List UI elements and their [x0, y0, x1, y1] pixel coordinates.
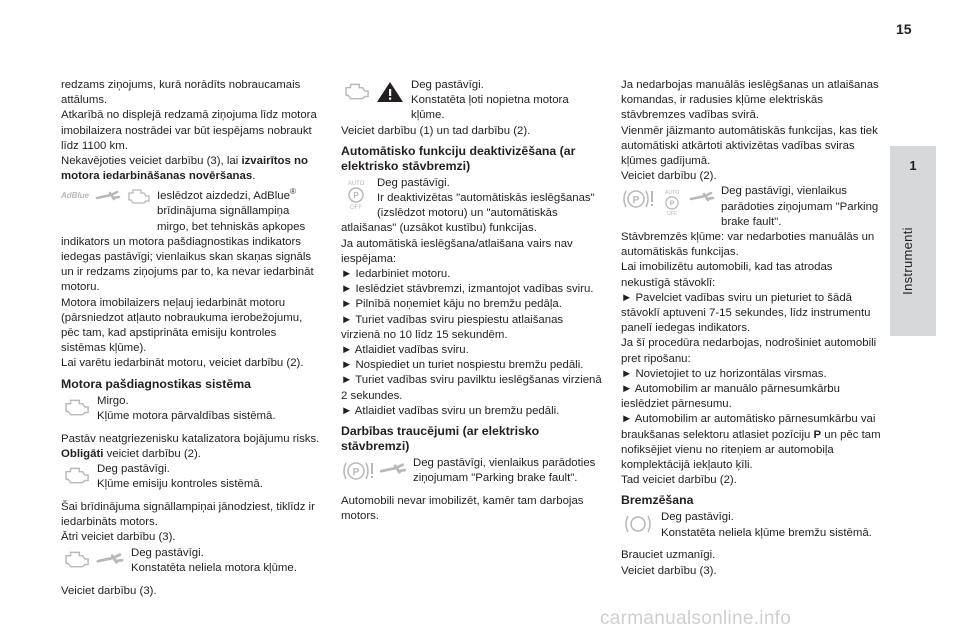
- list-item: ► Automobilim ar manuālo pārnesumkārbu ieslēdziet pārnesumu.: [621, 383, 840, 411]
- wrench-icon: [689, 186, 715, 208]
- warning-icons: [341, 176, 371, 214]
- list-item: ► Nospiediet un turiet nospiestu bremžu pedāli.: [341, 359, 584, 372]
- paragraph: Lai imobilizētu automobili, kad tas atrodas nekustīgā stāvoklī:: [621, 261, 833, 289]
- paragraph: Ātri veiciet darbību (3).: [61, 531, 176, 544]
- paragraph: Mirgo.: [97, 394, 129, 407]
- auto-off-icon: [341, 178, 371, 210]
- warning-icons: [341, 78, 405, 114]
- side-tab[interactable]: [890, 146, 936, 336]
- paragraph: Konstatēta ļoti nopietna motora kļūme.: [411, 94, 569, 122]
- paragraph: Deg pastāvīgi.: [661, 511, 734, 524]
- registered-mark: ®: [289, 187, 296, 197]
- paragraph: Automobili nevar imobilizēt, kamēr tam darbojas motors.: [341, 495, 584, 523]
- list-item: ► Turiet vadības sviru piespiestu atlaišanas virzienā no 10 līdz 15 sekundēm.: [341, 313, 564, 341]
- list-item: [621, 412, 883, 473]
- text: Ieslēdzot aizdedzi, AdBlue: [157, 190, 290, 203]
- warning-icons: [61, 394, 91, 432]
- parking-text: P: [669, 200, 675, 208]
- engine-icon: [341, 80, 371, 102]
- paragraph: Stāvbremzēs kļūme: var nedarboties manuālās un automātiskās funkcijas.: [621, 231, 875, 259]
- page-number: 15: [896, 21, 912, 37]
- engine-icon: [125, 186, 151, 206]
- watermark: carmanualsonline.info: [600, 608, 792, 629]
- paragraph: Ja nedarbojas manuālās ieslēgšanas un atlaišanas komandas, ir radusies kļūme elektriskās stāvbremzes vadības svirā.: [621, 79, 879, 122]
- auto-text: AUTO: [664, 190, 680, 197]
- column-1: [61, 78, 323, 599]
- warning-icons: [621, 510, 655, 548]
- warning-icons: [341, 456, 407, 494]
- column-3: [621, 78, 883, 579]
- paragraph: Lai varētu iedarbināt motoru, veiciet darbību (2).: [61, 357, 304, 370]
- paragraph: Ja šī procedūra nedarbojas, nodrošiniet automobili pret ripošanu:: [621, 337, 877, 365]
- paragraph: [61, 447, 323, 462]
- adblue-icon: AdBlue: [61, 191, 89, 201]
- warning-triangle-icon: [375, 80, 405, 104]
- text: un pēc tam nofiksējiet vienu no riteņiem ar automobiļa komplektācijā iekļauto ķīli.: [621, 428, 881, 472]
- list-item: ► Iedarbiniet motoru.: [341, 268, 451, 281]
- list-item: ► Atlaidiet vadības sviru.: [341, 344, 469, 357]
- list-item: ► Pavelciet vadības sviru un pieturiet to šādā stāvoklī aptuveni 7-15 sekundes, līdz instrumentu panelī iedegas indikators.: [621, 291, 871, 335]
- text: veiciet darbību (2).: [103, 447, 201, 460]
- engine-icon: [61, 548, 91, 570]
- paragraph: Deg pastāvīgi.: [411, 79, 484, 91]
- text: ► Automobilim ar automātisko pārnesumkārbu vai braukšanas selektoru atlasiet pozīciju: [621, 413, 876, 441]
- paragraph: Šai brīdinājuma signāllampiņai jānodziest, tiklīdz ir iedarbināts motors.: [61, 501, 315, 529]
- paragraph: Kļūme motora pārvaldības sistēmā.: [97, 409, 276, 422]
- paragraph: Konstatēta neliela kļūme bremžu sistēmā.: [661, 526, 872, 539]
- engine-icon: [61, 396, 91, 418]
- warning-icons: [61, 546, 125, 584]
- paragraph: Deg pastāvīgi.: [377, 176, 450, 189]
- paragraph: Konstatēta neliela motora kļūme.: [131, 561, 297, 574]
- text: Nekavējoties veiciet darbību (3), lai: [61, 155, 242, 168]
- side-tab-number: 1: [909, 158, 917, 173]
- parking-brake-fault-icon: [341, 458, 375, 484]
- off-text: OFF: [350, 204, 362, 210]
- text: .: [252, 170, 256, 183]
- list-item: ► Turiet vadības sviru pavilktu ieslēgšanas virzienā 2 sekundes.: [341, 374, 602, 402]
- paragraph: [61, 154, 323, 184]
- off-text: OFF: [666, 211, 678, 218]
- side-tab-label: Instrumenti: [900, 227, 915, 295]
- text: brīdinājuma signāllampiņa mirgo, bet tehniskās apkopes indikators un motora pašdiagnostikas indikators iedegas pastāvīgi; vienlaikus skan skaņas signāls un ir redzams ziņojums par to, ka nevar iedarbināt motoru.: [61, 205, 314, 294]
- paragraph: Brauciet uzmanīgi.: [621, 549, 716, 562]
- section-heading: Automātisko funkciju deaktivizēšana (ar elektrisko stāvbremzi): [341, 143, 576, 173]
- paragraph: Ja automātiskā ieslēgšana/atlaišana vairs nav iespējama:: [341, 237, 573, 265]
- wrench-icon: [379, 458, 407, 480]
- parking-brake-fault-icon: [621, 186, 655, 212]
- emphasis: Obligāti: [61, 447, 104, 460]
- paragraph: Deg pastāvīgi, vienlaikus parādoties ziņojumam "Parking brake fault".: [413, 457, 596, 485]
- paragraph: Veiciet darbību (3).: [621, 564, 717, 577]
- paragraph: Veiciet darbību (1) un tad darbību (2).: [341, 124, 531, 137]
- warning-icons: [61, 184, 151, 222]
- paragraph: Pastāv neatgriezenisku katalizatora bojājumu risks.: [61, 432, 320, 445]
- wrench-icon: [95, 548, 125, 570]
- list-item: ► Novietojiet to uz horizontālas virsmas.: [621, 367, 827, 380]
- brake-warning-icon: [621, 512, 655, 536]
- list-item: ► Ieslēdziet stāvbremzi, izmantojot vadības sviru.: [341, 283, 594, 296]
- section-heading: Bremzēšana: [621, 493, 694, 508]
- section-heading: Motora pašdiagnostikas sistēma: [61, 376, 251, 391]
- paragraph: Veiciet darbību (2).: [621, 170, 717, 183]
- paragraph: Vienmēr jāizmanto automātiskās funkcijas, kas tiek automātiski atkārtoti aktivizētas vadības sviras kļūmes gadījumā.: [621, 124, 878, 168]
- paragraph: Deg pastāvīgi, vienlaikus parādoties ziņojumam "Parking brake fault".: [721, 185, 879, 228]
- parking-text: P: [352, 467, 360, 479]
- auto-text: AUTO: [347, 180, 365, 187]
- warning-icons: [621, 184, 715, 222]
- list-item: ► Atlaidiet vadības sviru un bremžu pedāli.: [341, 404, 560, 417]
- wrench-icon: [95, 186, 121, 206]
- paragraph: Deg pastāvīgi.: [131, 546, 204, 559]
- warning-icons: [61, 462, 91, 500]
- paragraph: Tad veiciet darbību (2).: [621, 474, 737, 487]
- paragraph: Ir deaktivizētas "automātiskās ieslēgšanas" (izslēdzot motoru) un "automātiskās atlaišanas" (uzsākot kustību) funkcijas.: [341, 192, 595, 235]
- emphasis: izvairītos no motora iedarbināšanas novēršanas: [61, 155, 308, 183]
- parking-text: P: [632, 195, 640, 207]
- engine-icon: [61, 464, 91, 486]
- paragraph: Atkarībā no displejā redzamā ziņojuma līdz motora imobilaizera nostrādei var būt iespējams nobraukt līdz 1100 km.: [61, 109, 317, 152]
- section-heading: Darbības traucējumi (ar elektrisko stāvbremzi): [341, 424, 540, 454]
- paragraph: redzams ziņojums, kurā norādīts nobraucamais attālums.: [61, 79, 301, 107]
- parking-text: P: [353, 190, 359, 200]
- column-2: [341, 78, 603, 524]
- list-item: ► Pilnībā noņemiet kāju no bremžu pedāļa.: [341, 298, 562, 311]
- auto-off-icon: [659, 186, 685, 218]
- paragraph: Deg pastāvīgi.: [97, 463, 170, 476]
- paragraph: Kļūme emisiju kontroles sistēmā.: [97, 478, 263, 491]
- emphasis: P: [813, 428, 822, 441]
- paragraph: Veiciet darbību (3).: [61, 584, 157, 597]
- paragraph: Motora imobilaizers neļauj iedarbināt motoru (pārsniedzot atļauto nobraukuma ierobežojumu, pēc tam, kad apstiprināta emisiju kontroles sistēmas kļūme).: [61, 296, 303, 355]
